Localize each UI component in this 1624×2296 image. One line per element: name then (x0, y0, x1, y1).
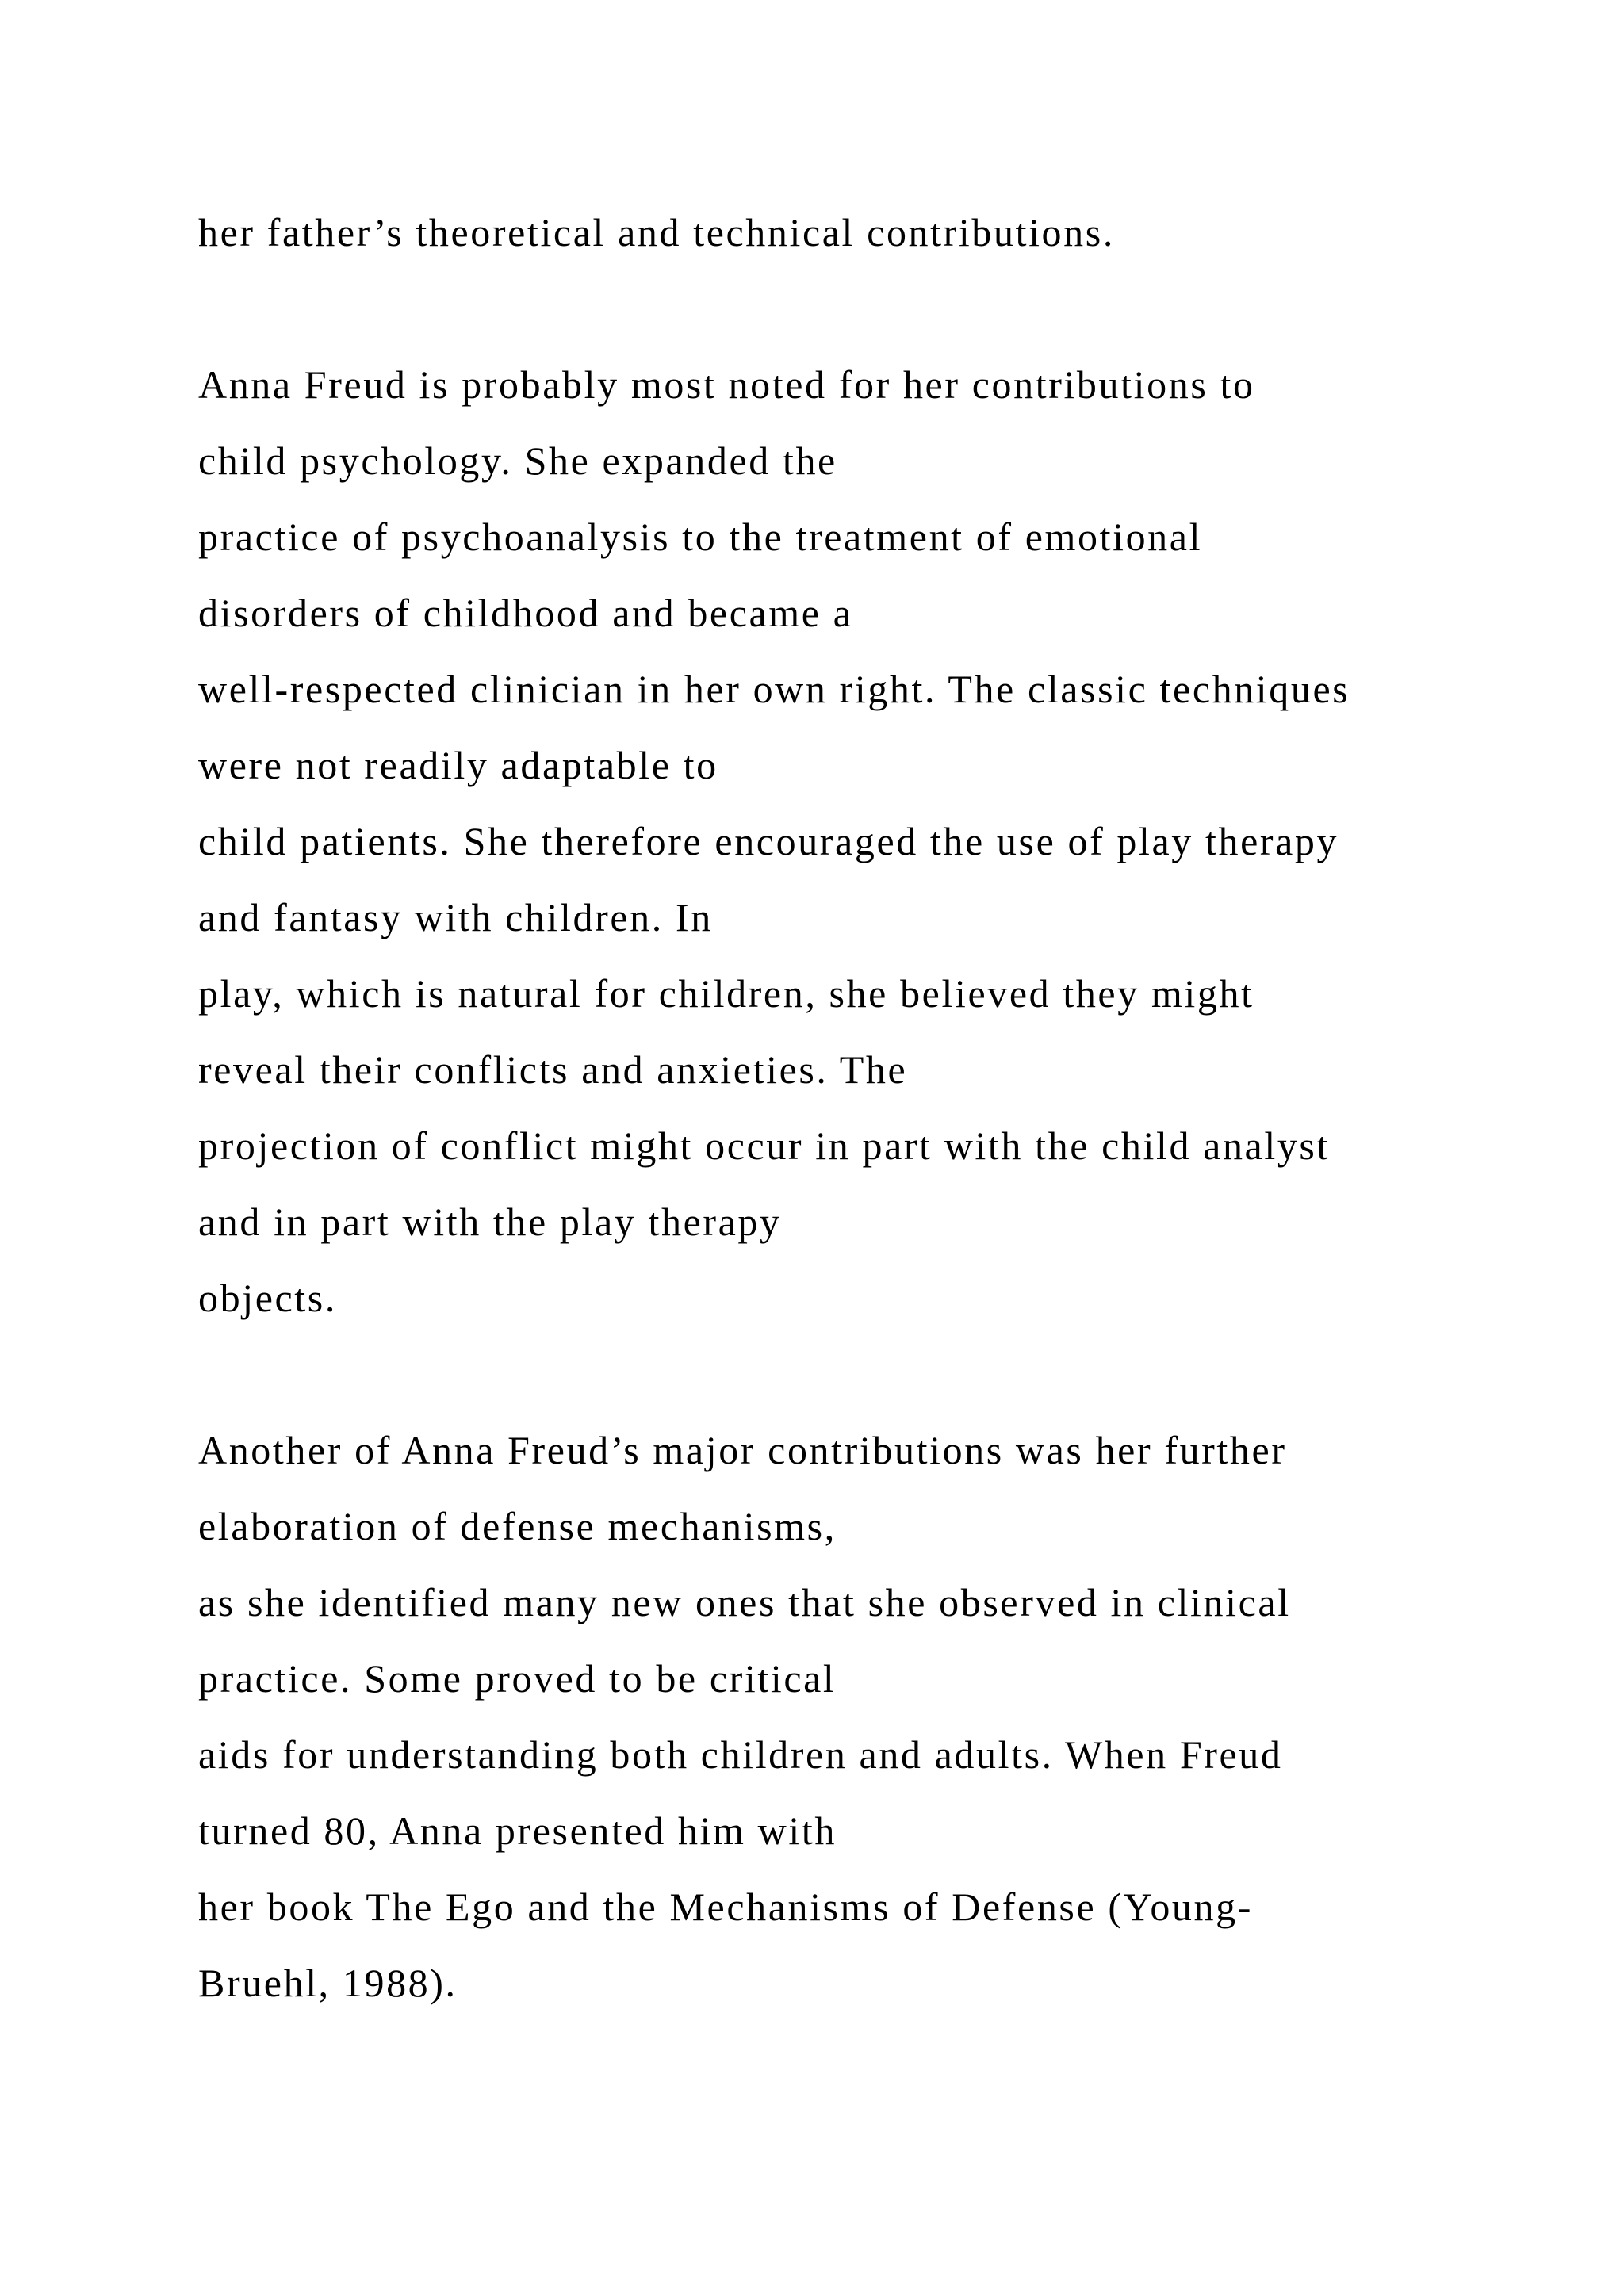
text-line: Another of Anna Freud’s major contributions was her further (198, 1428, 1287, 1472)
paragraph-3 (198, 1412, 1499, 2021)
text-line: as she identified many new ones that she observed in clinical (198, 1580, 1291, 1624)
text-line: her father’s theoretical and technical contributions. (198, 210, 1115, 254)
paragraph-2 (198, 346, 1499, 1336)
text-line: her book The Ego and the Mechanisms of Defense (Young- (198, 1885, 1253, 1929)
text-line: elaboration of defense mechanisms, (198, 1504, 837, 1548)
text-line: and fantasy with children. In (198, 895, 713, 939)
text-line: projection of conflict might occur in part with the child analyst (198, 1123, 1330, 1168)
text-line: Anna Freud is probably most noted for her contributions to (198, 362, 1255, 407)
text-line: well-respected clinician in her own right. The classic techniques (198, 667, 1350, 711)
text-line: Bruehl, 1988). (198, 1961, 458, 2005)
paragraph-gap (198, 270, 1499, 346)
text-line: turned 80, Anna presented him with (198, 1808, 837, 1853)
text-line: play, which is natural for children, she believed they might (198, 971, 1254, 1016)
text-line: child patients. She therefore encouraged the use of play therapy (198, 819, 1339, 863)
text-line: disorders of childhood and became a (198, 591, 853, 635)
text-line: and in part with the play therapy (198, 1200, 782, 1244)
text-line: reveal their conflicts and anxieties. The (198, 1047, 908, 1092)
paragraph-1 (198, 194, 1499, 270)
text-line: objects. (198, 1276, 337, 1320)
document-body (198, 194, 1499, 2021)
text-line: practice. Some proved to be critical (198, 1656, 837, 1701)
paragraph-gap (198, 1336, 1499, 1412)
text-line: practice of psychoanalysis to the treatment of emotional (198, 515, 1203, 559)
text-line: were not readily adaptable to (198, 743, 718, 787)
text-line: aids for understanding both children and adults. When Freud (198, 1732, 1283, 1777)
text-line: child psychology. She expanded the (198, 438, 837, 483)
